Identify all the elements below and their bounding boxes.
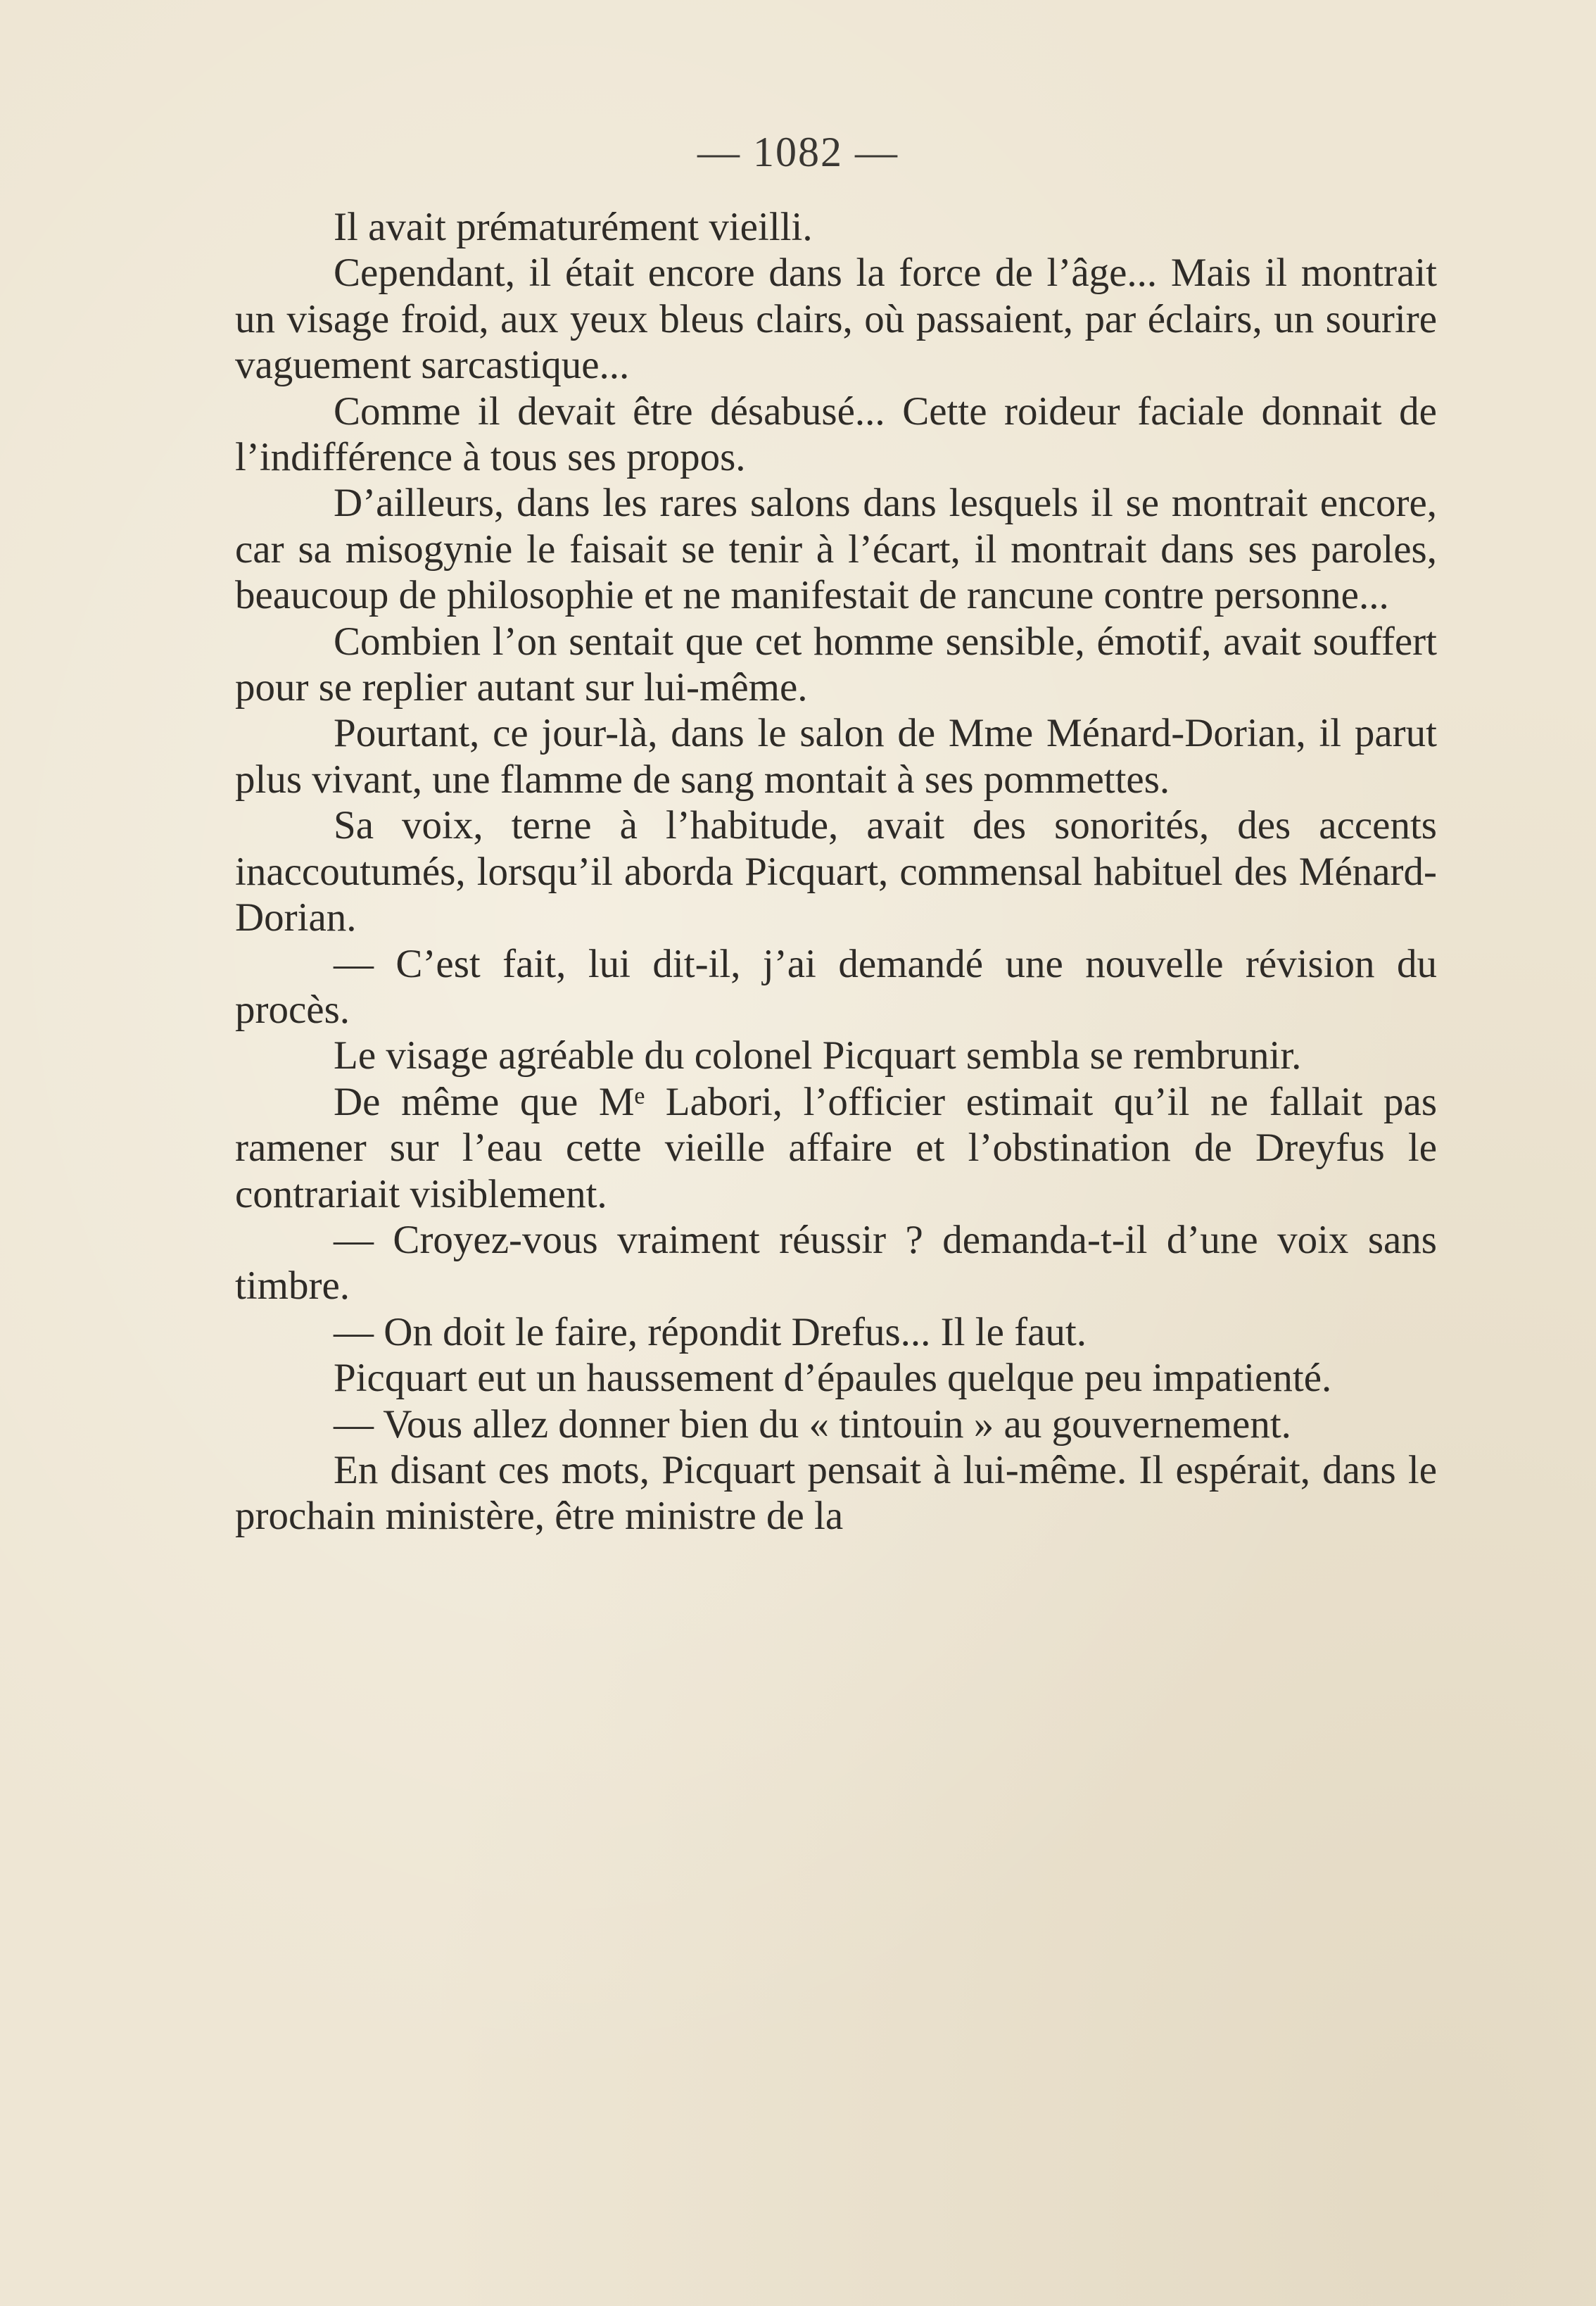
body-text xyxy=(235,204,1437,1539)
paragraph-9: Le visage agréable du colonel Picquart sembla se rembrunir. xyxy=(334,1033,1302,1078)
paragraph-15: En disant ces mots, Picquart pensait à lui-même. Il espérait, dans le prochain ministère, être ministre de la xyxy=(235,1447,1437,1539)
paragraph-7: Sa voix, terne à l’habitude, avait des sonorités, des accents inaccoutumés, lorsqu’il aborda Picquart, commensal habituel des Ménard-Dorian. xyxy=(235,803,1437,940)
paragraph-13: Picquart eut un haussement d’épaules quelque peu impatienté. xyxy=(334,1356,1332,1401)
paragraph-1: Il avait prématurément vieilli. xyxy=(334,205,813,249)
paragraph-6: Pourtant, ce jour-là, dans le salon de Mme Ménard-Dorian, il parut plus vivant, une flamme de sang montait à ses pommettes. xyxy=(235,711,1437,802)
page-number: — 1082 — xyxy=(697,129,899,175)
paragraph-10: De même que Mᵉ Labori, l’officier estimait qu’il ne fallait pas ramener sur l’eau cette vieille affaire et l’obstination de Dreyfus le contrariait visiblement. xyxy=(235,1079,1437,1216)
paragraph-4: D’ailleurs, dans les rares salons dans lesquels il se montrait encore, car sa misogynie le faisait se tenir à l’écart, il montrait dans ses paroles, beaucoup de philosophie et ne manifestait de rancune contre personne... xyxy=(235,481,1437,618)
paragraph-11: — Croyez-vous vraiment réussir ? demanda-t-il d’une voix sans timbre. xyxy=(235,1217,1437,1309)
paragraph-5: Combien l’on sentait que cet homme sensible, émotif, avait souffert pour se replier autant sur lui-même. xyxy=(235,619,1437,710)
paragraph-8: — C’est fait, lui dit-il, j’ai demandé une nouvelle révision du procès. xyxy=(235,941,1437,1032)
paragraph-2: Cependant, il était encore dans la force de l’âge... Mais il montrait un visage froid, aux yeux bleus clairs, où passaient, par éclairs, un sourire vaguement sarcastique... xyxy=(235,251,1437,388)
paragraph-3: Comme il devait être désabusé... Cette roideur faciale donnait de l’indifférence à tous ses propos. xyxy=(235,389,1437,480)
paragraph-14: — Vous allez donner bien du « tintouin » au gouvernement. xyxy=(334,1401,1291,1447)
paragraph-12: — On doit le faire, répondit Drefus... Il le faut. xyxy=(334,1309,1087,1354)
